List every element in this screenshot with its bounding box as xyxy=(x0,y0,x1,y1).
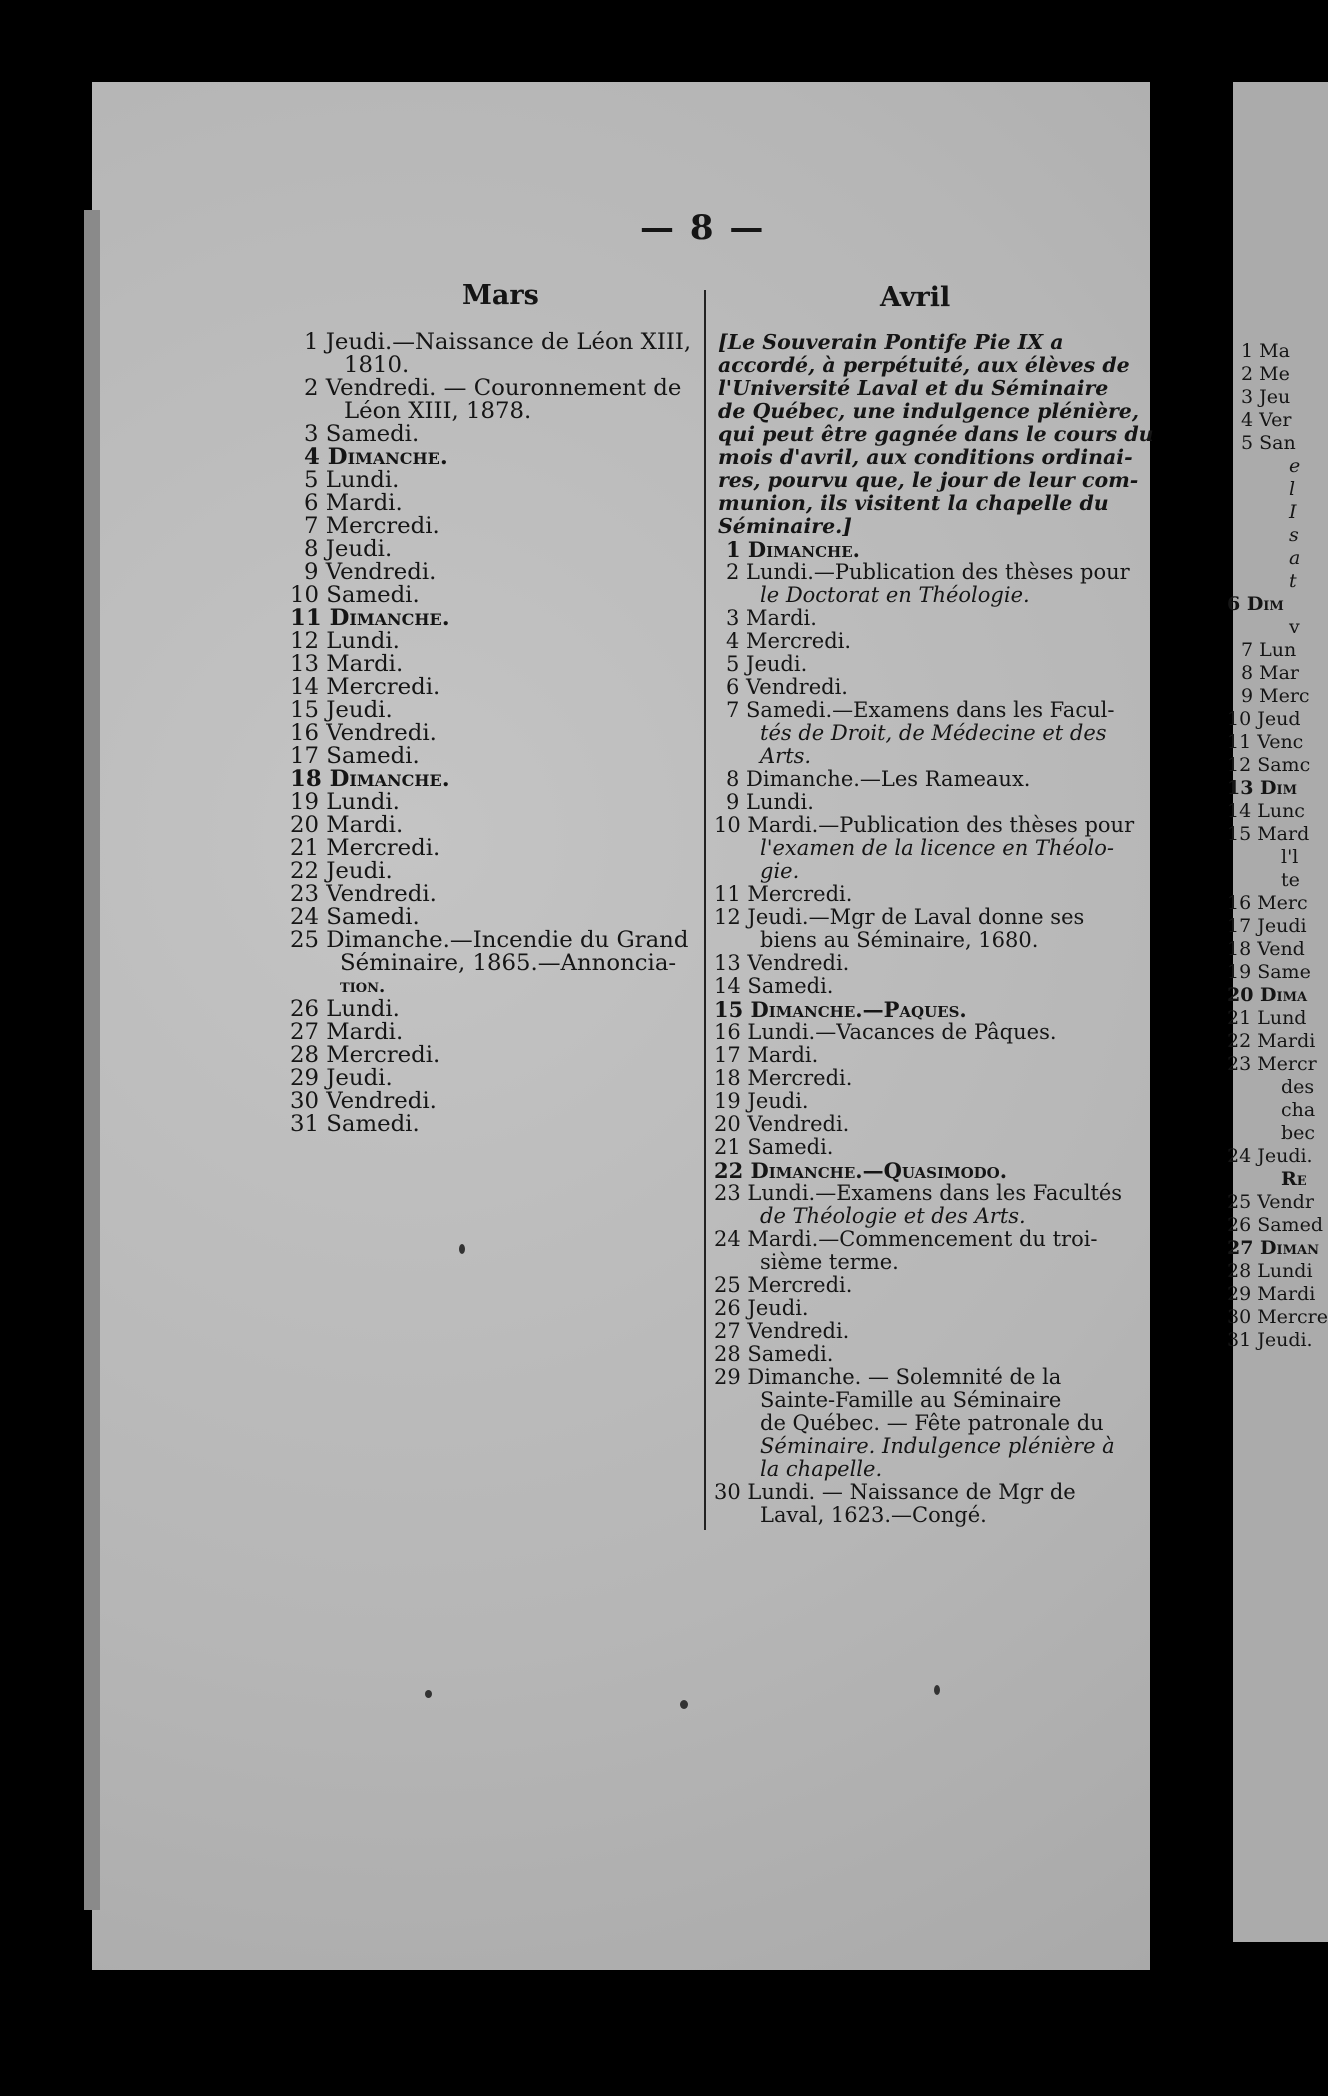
avril-line: 15 Dimanche.—Paques. xyxy=(714,997,967,1022)
page-number: — 8 — xyxy=(640,208,766,248)
mars-line: 23 Vendredi. xyxy=(290,881,437,907)
avril-line: biens au Séminaire, 1680. xyxy=(760,928,1039,952)
avril-line: 17 Mardi. xyxy=(714,1043,819,1067)
mars-line: Léon XIII, 1878. xyxy=(344,398,532,424)
next-page-line: 15 Mard xyxy=(1227,823,1310,845)
avril-line: 10 Mardi.—Publication des thèses pour xyxy=(714,813,1135,837)
next-page-line: bec xyxy=(1281,1122,1316,1144)
next-page-line: 31 Jeudi. xyxy=(1227,1329,1313,1351)
avril-line: 30 Lundi. — Naissance de Mgr de xyxy=(714,1480,1076,1504)
avril-line: le Doctorat en Théologie. xyxy=(760,583,1030,607)
next-page-line: I xyxy=(1289,501,1297,523)
mars-line: 21 Mercredi. xyxy=(290,835,441,861)
ink-spot xyxy=(425,1690,432,1698)
mars-line: 24 Samedi. xyxy=(290,904,420,930)
avril-line: 6 Vendredi. xyxy=(726,675,848,699)
mars-line: 22 Jeudi. xyxy=(290,858,393,884)
next-page-line: v xyxy=(1289,616,1300,638)
avril-line: 8 Dimanche.—Les Rameaux. xyxy=(726,767,1031,791)
mars-line: 29 Jeudi. xyxy=(290,1065,393,1091)
avril-intro-line: munion, ils visitent la chapelle du xyxy=(718,491,1109,515)
next-page-line: l xyxy=(1289,478,1296,500)
next-page-line: e xyxy=(1289,455,1301,477)
next-page-line: t xyxy=(1289,570,1297,592)
avril-intro xyxy=(718,331,1154,538)
avril-line: 27 Vendredi. xyxy=(714,1319,850,1343)
mars-line: 26 Lundi. xyxy=(290,996,400,1022)
avril-line: gie. xyxy=(760,859,800,883)
avril-line: l'examen de la licence en Théolo- xyxy=(760,836,1114,860)
avril-intro-line: mois d'avril, aux conditions ordinai- xyxy=(718,445,1133,469)
avril-line: 25 Mercredi. xyxy=(714,1273,853,1297)
mars-line: 17 Samedi. xyxy=(290,743,420,769)
avril-line: 21 Samedi. xyxy=(714,1135,834,1159)
avril-line: 16 Lundi.—Vacances de Pâques. xyxy=(714,1020,1057,1044)
mars-line: 2 Vendredi. — Couronnement de xyxy=(304,375,682,401)
mars-line: 9 Vendredi. xyxy=(304,559,437,585)
next-page-line: l'l xyxy=(1281,846,1299,868)
avril-line: tés de Droit, de Médecine et des xyxy=(760,721,1107,745)
next-page-line: 26 Samed xyxy=(1227,1214,1323,1236)
mars-line: 25 Dimanche.—Incendie du Grand xyxy=(290,927,689,953)
next-page-line: 12 Samc xyxy=(1227,754,1311,776)
avril-intro-line: l'Université Laval et du Séminaire xyxy=(718,376,1109,400)
avril-line: 18 Mercredi. xyxy=(714,1066,853,1090)
next-page-line: 25 Vendr xyxy=(1227,1191,1314,1213)
next-page-list xyxy=(1227,340,1328,1352)
next-page-line: 5 San xyxy=(1241,432,1296,454)
avril-line: 1 Dimanche. xyxy=(726,537,860,562)
next-page-line: cha xyxy=(1281,1099,1316,1121)
avril-list xyxy=(714,537,1135,1527)
avril-line: de Québec. — Fête patronale du xyxy=(760,1411,1104,1435)
avril-intro-line: Séminaire.] xyxy=(718,514,852,538)
avril-intro-line: qui peut être gagnée dans le cours du xyxy=(718,422,1154,446)
next-page-line: 17 Jeudi xyxy=(1227,915,1307,937)
next-page-line: 13 Dim xyxy=(1227,777,1298,799)
mars-line: 6 Mardi. xyxy=(304,490,403,516)
mars-list xyxy=(290,329,692,1137)
next-page-line: te xyxy=(1281,869,1300,891)
avril-intro-line: [Le Souverain Pontife Pie IX a xyxy=(718,330,1064,354)
mars-line: 7 Mercredi. xyxy=(304,513,440,539)
mars-line: 16 Vendredi. xyxy=(290,720,437,746)
next-page-line: 21 Lund xyxy=(1227,1007,1307,1029)
avril-line: 7 Samedi.—Examens dans les Facul- xyxy=(726,698,1115,722)
mars-line: 12 Lundi. xyxy=(290,628,400,654)
avril-line: sième terme. xyxy=(760,1250,899,1274)
next-page-line: 16 Merc xyxy=(1227,892,1308,914)
next-page-line: 28 Lundi xyxy=(1227,1260,1313,1282)
mars-line: 18 Dimanche. xyxy=(290,766,450,792)
next-page-line: des xyxy=(1281,1076,1315,1098)
mars-line: 20 Mardi. xyxy=(290,812,404,838)
avril-line: Arts. xyxy=(760,744,812,768)
avril-intro-line: de Québec, une indulgence plénière, xyxy=(718,399,1139,423)
mars-line: 1810. xyxy=(344,352,410,378)
avril-line: 3 Mardi. xyxy=(726,606,817,630)
next-page-line: 22 Mardi xyxy=(1227,1030,1316,1052)
next-page-line: 8 Mar xyxy=(1241,662,1299,684)
next-page-line: 18 Vend xyxy=(1227,938,1305,960)
next-page-line: 20 Dima xyxy=(1227,984,1308,1006)
next-page-line: 30 Mercre xyxy=(1227,1306,1328,1328)
mars-line: 31 Samedi. xyxy=(290,1111,420,1137)
avril-intro-line: res, pourvu que, le jour de leur com- xyxy=(718,468,1139,492)
ink-spot xyxy=(934,1685,940,1695)
mars-line: Séminaire, 1865.—Annoncia- xyxy=(340,950,677,976)
avril-line: 20 Vendredi. xyxy=(714,1112,850,1136)
mars-line: 11 Dimanche. xyxy=(290,605,450,631)
mars-line: 5 Lundi. xyxy=(304,467,400,493)
avril-line: 22 Dimanche.—Quasimodo. xyxy=(714,1158,1008,1183)
mars-line: 27 Mardi. xyxy=(290,1019,404,1045)
next-page-line: 3 Jeu xyxy=(1241,386,1291,408)
next-page-line: 1 Ma xyxy=(1241,340,1290,362)
next-page-line: 11 Venc xyxy=(1227,731,1304,753)
next-page-line: 9 Merc xyxy=(1241,685,1310,707)
mars-line: 4 Dimanche. xyxy=(304,444,448,470)
avril-line: 11 Mercredi. xyxy=(714,882,853,906)
next-page-line: Re xyxy=(1281,1168,1307,1190)
avril-line: 14 Samedi. xyxy=(714,974,834,998)
next-page-line: 23 Mercr xyxy=(1227,1053,1317,1075)
mars-line: 30 Vendredi. xyxy=(290,1088,437,1114)
avril-line: Laval, 1623.—Congé. xyxy=(760,1503,987,1527)
mars-line: 3 Samedi. xyxy=(304,421,420,447)
mars-line: 1 Jeudi.—Naissance de Léon XIII, xyxy=(304,329,692,355)
next-page-line: 6 Dim xyxy=(1227,593,1284,615)
next-page-line: 19 Same xyxy=(1227,961,1311,983)
next-page-line: 24 Jeudi. xyxy=(1227,1145,1313,1167)
avril-line: 12 Jeudi.—Mgr de Laval donne ses xyxy=(714,905,1085,929)
mars-line: 10 Samedi. xyxy=(290,582,420,608)
avril-line: 9 Lundi. xyxy=(726,790,814,814)
mars-line: 19 Lundi. xyxy=(290,789,400,815)
avril-line: de Théologie et des Arts. xyxy=(760,1204,1026,1228)
next-page-line: 2 Me xyxy=(1241,363,1290,385)
avril-line: 28 Samedi. xyxy=(714,1342,834,1366)
avril-line: 23 Lundi.—Examens dans les Facultés xyxy=(714,1181,1123,1205)
next-page-line: a xyxy=(1289,547,1301,569)
avril-line: Sainte-Famille au Séminaire xyxy=(760,1388,1062,1412)
mars-line: tion. xyxy=(340,976,386,997)
mars-title: Mars xyxy=(462,280,539,311)
avril-line: 24 Mardi.—Commencement du troi- xyxy=(714,1227,1098,1251)
mars-line: 14 Mercredi. xyxy=(290,674,441,700)
next-page-line: 4 Ver xyxy=(1241,409,1292,431)
avril-line: 26 Jeudi. xyxy=(714,1296,809,1320)
mars-line: 15 Jeudi. xyxy=(290,697,393,723)
avril-line: 19 Jeudi. xyxy=(714,1089,809,1113)
ink-spot xyxy=(459,1244,465,1254)
avril-line: Séminaire. Indulgence plénière à xyxy=(760,1434,1115,1458)
mars-line: 28 Mercredi. xyxy=(290,1042,441,1068)
avril-line: 4 Mercredi. xyxy=(726,629,852,653)
next-page-line: 7 Lun xyxy=(1241,639,1297,661)
column-divider xyxy=(704,290,706,1530)
avril-intro-line: accordé, à perpétuité, aux élèves de xyxy=(718,353,1130,377)
next-page-fragment xyxy=(1227,82,1328,1942)
avril-line: 5 Jeudi. xyxy=(726,652,808,676)
next-page-line: 29 Mardi xyxy=(1227,1283,1316,1305)
next-page-line: 14 Lunc xyxy=(1227,800,1305,822)
mars-line: 8 Jeudi. xyxy=(304,536,393,562)
next-page-line: 27 Diman xyxy=(1227,1237,1319,1259)
next-page-line: s xyxy=(1289,524,1299,546)
avril-line: la chapelle. xyxy=(760,1457,883,1481)
avril-line: 13 Vendredi. xyxy=(714,951,850,975)
ink-spot xyxy=(680,1700,688,1709)
next-page-line: 10 Jeud xyxy=(1227,708,1301,730)
mars-line: 13 Mardi. xyxy=(290,651,404,677)
avril-line: 29 Dimanche. — Solemnité de la xyxy=(714,1365,1062,1389)
avril-line: 2 Lundi.—Publication des thèses pour xyxy=(726,560,1130,584)
page-edge xyxy=(84,210,100,1910)
avril-title: Avril xyxy=(880,282,951,313)
